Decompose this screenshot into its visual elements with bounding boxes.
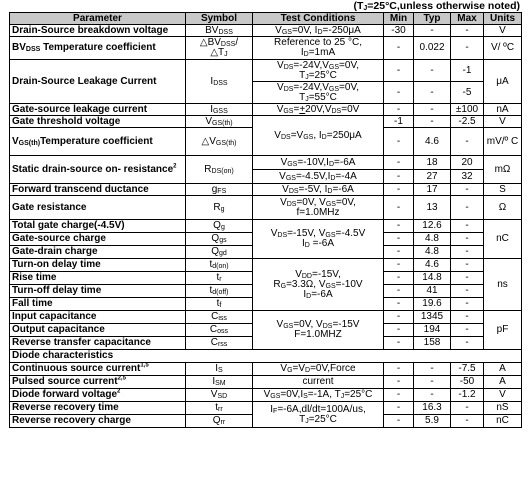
max-cell: -	[451, 324, 484, 337]
max-cell: -	[451, 415, 484, 428]
unit-cell: pF	[484, 311, 522, 350]
typ-cell: -	[414, 376, 451, 389]
symbol-cell: $\triangle V_{GS(th)}$	[186, 128, 253, 156]
param-cell: Gate resistance	[10, 196, 186, 220]
condition-cell: $V_{DS}=-5V$, $I_D=-6A$	[253, 184, 384, 196]
param-cell: Reverse transfer capacitance	[10, 337, 186, 350]
max-cell: -	[451, 402, 484, 415]
symbol-cell: $R_{DS(on)}$	[186, 156, 253, 184]
unit-cell: nS	[484, 402, 522, 415]
param-cell: Turn-on delay time	[10, 259, 186, 272]
symbol-cell: $I_S$	[186, 363, 253, 376]
min-cell: -	[384, 298, 414, 311]
unit-cell: μA	[484, 60, 522, 104]
symbol-cell: $Q_{rr}$	[186, 415, 253, 428]
unit-cell: V	[484, 116, 522, 128]
header-test-conditions: Test Conditions	[253, 13, 384, 25]
typ-cell: -	[414, 389, 451, 402]
condition-cell: $V_{GS}=0V$, $V_{DS}=-15V$ F=1.0MHZ	[253, 311, 384, 350]
max-cell: -	[451, 298, 484, 311]
param-cell: Pulsed source current$^{2,5}$	[10, 376, 186, 389]
condition-cell: $V_{GS}=0V$, $I_D=-250\mu A$	[253, 25, 384, 37]
condition-cell: $V_{DS}=-15V$, $V_{GS}=-4.5V$ $I_D =-6A$	[253, 220, 384, 259]
table-row	[10, 184, 522, 196]
condition-cell: $V_{DS}=-24V,V_{GS}=0V$, $T_J=25^\circ C$	[253, 60, 384, 82]
param-cell: Gate-source leakage current	[10, 104, 186, 116]
param-cell: Gate-source charge	[10, 233, 186, 246]
max-cell: -	[451, 196, 484, 220]
min-cell: -	[384, 156, 414, 170]
max-cell: -	[451, 246, 484, 259]
typ-cell: 19.6	[414, 298, 451, 311]
typ-cell: -	[414, 82, 451, 104]
min-cell: -	[384, 60, 414, 82]
typ-cell: 1345	[414, 311, 451, 324]
param-cell: Continuous source current$^{1,5}$	[10, 363, 186, 376]
unit-cell: nC	[484, 415, 522, 428]
typ-cell: 4.6	[414, 128, 451, 156]
param-cell: Reverse recovery charge	[10, 415, 186, 428]
max-cell: -	[451, 220, 484, 233]
table-row	[10, 37, 522, 60]
max-cell: 32	[451, 170, 484, 184]
max-cell: -	[451, 25, 484, 37]
min-cell: -	[384, 233, 414, 246]
min-cell: -	[384, 196, 414, 220]
symbol-cell: $R_g$	[186, 196, 253, 220]
unit-cell: V/ ºC	[484, 37, 522, 60]
max-cell: -	[451, 37, 484, 60]
max-cell: -7.5	[451, 363, 484, 376]
typ-cell: 194	[414, 324, 451, 337]
section-row	[10, 350, 522, 363]
max-cell: -50	[451, 376, 484, 389]
min-cell: -	[384, 128, 414, 156]
condition-cell: current	[253, 376, 384, 389]
typ-cell: 0.022	[414, 37, 451, 60]
condition-cell: $V_{DS}=V_{GS}$, $I_D=250\mu A$	[253, 116, 384, 156]
unit-cell: mV/º C	[484, 128, 522, 156]
max-cell: -	[451, 285, 484, 298]
min-cell: -	[384, 104, 414, 116]
condition-cell: Reference to 25 °C, $I_D=1mA$	[253, 37, 384, 60]
param-cell: Input capacitance	[10, 311, 186, 324]
param-cell: Gate-drain charge	[10, 246, 186, 259]
unit-cell: mΩ	[484, 156, 522, 184]
header-min: Min	[384, 13, 414, 25]
header-parameter: Parameter	[10, 13, 186, 25]
symbol-cell: $t_f$	[186, 298, 253, 311]
conditions-note: ($T_J=25^\circ C,unless$ otherwise noted)	[353, 0, 520, 12]
min-cell: -	[384, 376, 414, 389]
unit-cell: nA	[484, 104, 522, 116]
max-cell: -5	[451, 82, 484, 104]
typ-cell: 17	[414, 184, 451, 196]
max-cell: -	[451, 128, 484, 156]
symbol-cell: $t_{d(off)}$	[186, 285, 253, 298]
table-row	[10, 25, 522, 37]
typ-cell: 4.8	[414, 233, 451, 246]
header-max: Max	[451, 13, 484, 25]
condition-cell: $V_{GS}=-10V,I_D=-6A$	[253, 156, 384, 170]
unit-cell: S	[484, 184, 522, 196]
min-cell: -	[384, 259, 414, 272]
min-cell: -	[384, 337, 414, 350]
max-cell: -	[451, 311, 484, 324]
max-cell: -2.5	[451, 116, 484, 128]
min-cell: -	[384, 402, 414, 415]
typ-cell: 158	[414, 337, 451, 350]
table-row	[10, 116, 522, 128]
symbol-cell: $V_{SD}$	[186, 389, 253, 402]
typ-cell: -	[414, 116, 451, 128]
param-cell: Fall time	[10, 298, 186, 311]
unit-cell: ns	[484, 259, 522, 311]
symbol-cell: $BV_{DSS}$	[186, 25, 253, 37]
table-row	[10, 220, 522, 233]
symbol-cell: $Q_{gs}$	[186, 233, 253, 246]
typ-cell: 12.6	[414, 220, 451, 233]
table-row	[10, 376, 522, 389]
typ-cell: 41	[414, 285, 451, 298]
max-cell: -1.2	[451, 389, 484, 402]
typ-cell: 18	[414, 156, 451, 170]
unit-cell: A	[484, 376, 522, 389]
condition-cell: $V_{DS}=-24V,V_{GS}=0V$, $T_J=55^\circ C$	[253, 82, 384, 104]
min-cell: -	[384, 220, 414, 233]
max-cell: -	[451, 259, 484, 272]
symbol-cell: $t_{rr}$	[186, 402, 253, 415]
typ-cell: -	[414, 25, 451, 37]
condition-cell: $V_{DS}=0V$, $V_{GS}=0V$, f=1.0MHz	[253, 196, 384, 220]
typ-cell: 4.6	[414, 259, 451, 272]
param-cell: $BV_{DSS}$ Temperature coefficient	[10, 37, 186, 60]
table-row	[10, 363, 522, 376]
table-row	[10, 156, 522, 170]
symbol-cell: $\triangle BV_{DSS}/$ $\triangle T_J$	[186, 37, 253, 60]
table-row	[10, 259, 522, 272]
header-units: Units	[484, 13, 522, 25]
min-cell: -	[384, 82, 414, 104]
condition-cell: $V_G=V_D=0V,Force$	[253, 363, 384, 376]
condition-cell: $V_{GS}=0V,I_S=-1A$, $T_J=25^\circ C$	[253, 389, 384, 402]
min-cell: -	[384, 272, 414, 285]
symbol-cell: $g_{FS}$	[186, 184, 253, 196]
unit-cell: V	[484, 389, 522, 402]
typ-cell: -	[414, 60, 451, 82]
table-row	[10, 196, 522, 220]
condition-cell: $V_{GS}=+20V,V_{DS}=0V$	[253, 104, 384, 116]
max-cell: -	[451, 233, 484, 246]
symbol-cell: $I_{SM}$	[186, 376, 253, 389]
min-cell: -	[384, 170, 414, 184]
min-cell: -	[384, 311, 414, 324]
param-cell: Reverse recovery time	[10, 402, 186, 415]
condition-cell: $V_{GS}=-4.5V,I_D=-4A$	[253, 170, 384, 184]
min-cell: -	[384, 184, 414, 196]
condition-cell: $I_F=-6A,dl/dt=100A/us$, $T_J=25^\circ C$	[253, 402, 384, 428]
condition-cell: $V_{DD}=-15V$, $R_G=3.3\Omega$, $V_{GS}=-10V$ $I_D=-6A$	[253, 259, 384, 311]
param-cell: Total gate charge(-4.5V)	[10, 220, 186, 233]
symbol-cell: $t_r$	[186, 272, 253, 285]
param-cell: $V_{GS(th)}Temperature$ coefficient	[10, 128, 186, 156]
typ-cell: 16.3	[414, 402, 451, 415]
typ-cell: 4.8	[414, 246, 451, 259]
typ-cell: 14.8	[414, 272, 451, 285]
symbol-cell: $Q_{gd}$	[186, 246, 253, 259]
table-row	[10, 402, 522, 415]
typ-cell: 13	[414, 196, 451, 220]
min-cell: -	[384, 37, 414, 60]
max-cell: ±100	[451, 104, 484, 116]
symbol-cell: $C_{rss}$	[186, 337, 253, 350]
symbol-cell: $I_{DSS}$	[186, 60, 253, 104]
typ-cell: -	[414, 104, 451, 116]
symbol-cell: $t_{d(on)}$	[186, 259, 253, 272]
unit-cell: nC	[484, 220, 522, 259]
min-cell: -	[384, 415, 414, 428]
table-row	[10, 311, 522, 324]
min-cell: -	[384, 285, 414, 298]
symbol-cell: $C_{iss}$	[186, 311, 253, 324]
unit-cell: A	[484, 363, 522, 376]
symbol-cell: $V_{GS(th)}$	[186, 116, 253, 128]
symbol-cell: $Q_g$	[186, 220, 253, 233]
min-cell: -	[384, 324, 414, 337]
min-cell: -1	[384, 116, 414, 128]
max-cell: -	[451, 272, 484, 285]
typ-cell: 5.9	[414, 415, 451, 428]
typ-cell: 27	[414, 170, 451, 184]
symbol-cell: $I_{GSS}$	[186, 104, 253, 116]
param-cell: Diode forward voltage$^2$	[10, 389, 186, 402]
param-cell: Static drain-source on- resistance$^2$	[10, 156, 186, 184]
max-cell: 20	[451, 156, 484, 170]
header-symbol: Symbol	[186, 13, 253, 25]
header-typ: Typ	[414, 13, 451, 25]
min-cell: -30	[384, 25, 414, 37]
table-row	[10, 60, 522, 82]
table-row	[10, 389, 522, 402]
param-cell: Drain-Source breakdown voltage	[10, 25, 186, 37]
electrical-characteristics-table	[9, 12, 522, 428]
param-cell: Rise time	[10, 272, 186, 285]
param-cell: Drain-Source Leakage Current	[10, 60, 186, 104]
unit-cell: Ω	[484, 196, 522, 220]
diode-section-title: Diode characteristics	[10, 350, 522, 363]
unit-cell: V	[484, 25, 522, 37]
min-cell: -	[384, 389, 414, 402]
header-row	[10, 13, 522, 25]
max-cell: -1	[451, 60, 484, 82]
min-cell: -	[384, 363, 414, 376]
typ-cell: -	[414, 363, 451, 376]
param-cell: Turn-off delay time	[10, 285, 186, 298]
max-cell: -	[451, 337, 484, 350]
param-cell: Gate threshold voltage	[10, 116, 186, 128]
max-cell: -	[451, 184, 484, 196]
table-row	[10, 104, 522, 116]
param-cell: Output capacitance	[10, 324, 186, 337]
param-cell: Forward transcend ductance	[10, 184, 186, 196]
min-cell: -	[384, 246, 414, 259]
symbol-cell: $C_{oss}$	[186, 324, 253, 337]
